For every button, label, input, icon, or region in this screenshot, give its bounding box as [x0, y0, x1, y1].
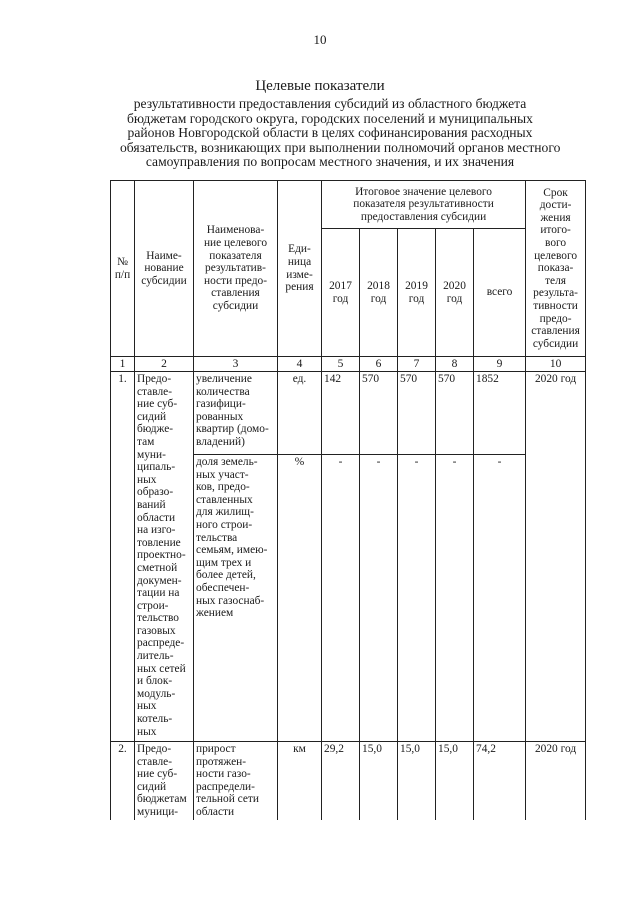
- header-total: всего: [474, 229, 526, 357]
- document-title: Целевые показатели: [255, 78, 385, 94]
- header-row: [111, 181, 586, 229]
- indicator-unit: ед.: [278, 372, 322, 455]
- column-number: 2: [135, 357, 194, 372]
- header-num: № п/п: [111, 181, 135, 357]
- subtitle-line: самоуправления по вопросам местного значения, и их значения: [145, 154, 515, 170]
- subtitle-line: обязательств, возникающих при выполнении полномочий органов местного: [120, 139, 561, 155]
- column-number: 3: [194, 357, 278, 372]
- header-deadline: Срок дости- жения итого- вого целевого показа- теля результа- тивности предо- ставления субсидии: [526, 181, 586, 357]
- header-final-value: Итоговое значение целевого показателя результативности предоставления субсидии: [322, 181, 526, 229]
- value-total: 1852: [474, 372, 526, 455]
- value-2020: 570: [436, 372, 474, 455]
- value-2017: -: [322, 455, 360, 742]
- value-2017: 29,2: [322, 742, 360, 820]
- column-number-row: [111, 357, 586, 372]
- subtitle-line: бюджетам городского округа, городских поселений и муниципальных: [127, 110, 533, 126]
- column-number: 4: [278, 357, 322, 372]
- column-number: 10: [526, 357, 586, 372]
- value-2020: 15,0: [436, 742, 474, 820]
- indicator-name: прирост протяжен- ности газо- распредели- тельной сети области: [194, 742, 278, 820]
- header-subsidy-name: Наиме- нование субсидии: [135, 181, 194, 357]
- subsidy-name: Предо- ставле- ние суб- сидий бюджетам муници-: [135, 742, 194, 820]
- value-2017: 142: [322, 372, 360, 455]
- page-number: 10: [313, 32, 327, 47]
- header-year-2018: 2018 год: [360, 229, 398, 357]
- header-year-2017: 2017 год: [322, 229, 360, 357]
- column-number: 8: [436, 357, 474, 372]
- header-indicator-name: Наименова- ние целевого показателя результатив- ности предо- ставления субсидии: [194, 181, 278, 357]
- value-2018: -: [360, 455, 398, 742]
- column-number: 9: [474, 357, 526, 372]
- value-2019: 15,0: [398, 742, 436, 820]
- deadline-value: 2020 год: [526, 372, 586, 742]
- value-2020: -: [436, 455, 474, 742]
- column-number: 5: [322, 357, 360, 372]
- subtitle-line: районов Новгородской области в целях софинансирования расходных: [127, 125, 533, 141]
- row-num: 2.: [111, 742, 135, 820]
- subtitle-line: результативности предоставления субсидий из областного бюджета: [133, 96, 527, 111]
- column-number: 7: [398, 357, 436, 372]
- row-num: 1.: [111, 372, 135, 742]
- value-2019: -: [398, 455, 436, 742]
- indicator-unit: %: [278, 455, 322, 742]
- header-year-2019: 2019 год: [398, 229, 436, 357]
- value-2018: 15,0: [360, 742, 398, 820]
- column-number: 6: [360, 357, 398, 372]
- indicator-name: доля земель- ных участ- ков, предо- ставленных для жилищ- ного строи- тельства семьям, имею- щим трех и более детей, обеспечен- ных газоснаб- жением: [194, 455, 278, 742]
- deadline-value: 2020 год: [526, 742, 586, 820]
- header-year-2020: 2020 год: [436, 229, 474, 357]
- value-total: -: [474, 455, 526, 742]
- indicator-name: увеличение количества газифици- рованных квартир (домо- владений): [194, 372, 278, 455]
- value-2019: 570: [398, 372, 436, 455]
- value-2018: 570: [360, 372, 398, 455]
- column-number: 1: [111, 357, 135, 372]
- indicators-table: [110, 180, 586, 820]
- table-row: [111, 742, 586, 820]
- indicator-unit: км: [278, 742, 322, 820]
- document-subtitle: [120, 96, 561, 170]
- table-row: [111, 372, 586, 455]
- header-unit: Еди- ница изме- рения: [278, 181, 322, 357]
- value-total: 74,2: [474, 742, 526, 820]
- subsidy-name: Предо- ставле- ние суб- сидий бюдже- там муни- ципаль- ных образо- ваний области на изго- товление проектно- сметной докумен- тации на строи- тельство газовых распреде- литель- ных сетей и блок- модуль- ных котель- ных: [135, 372, 194, 742]
